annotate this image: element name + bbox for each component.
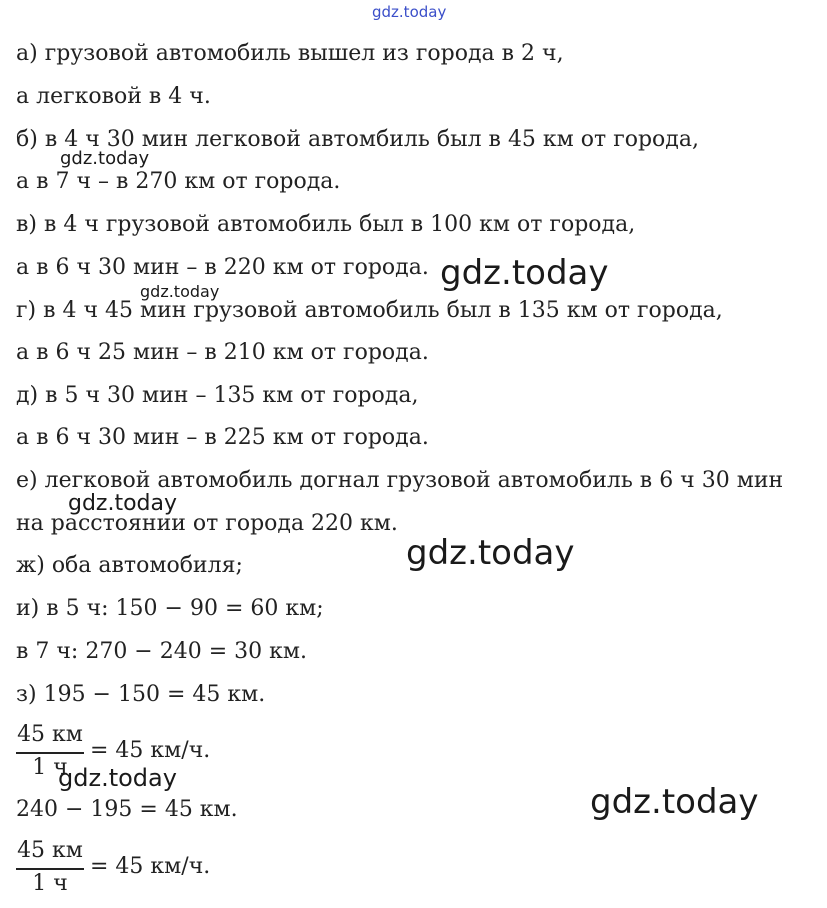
answer-line-b2: а в 7 ч – в 270 км от города. — [16, 169, 341, 194]
watermark-large-1: gdz.today — [440, 253, 609, 293]
answer-line-b1: б) в 4 ч 30 мин легковой автомбиль был в 45 км от города, — [16, 127, 699, 152]
answer-line-diff: 240 − 195 = 45 км. — [16, 797, 238, 822]
fraction-bar — [16, 868, 84, 870]
answer-line-i2: в 7 ч: 270 − 240 = 30 км. — [16, 639, 307, 664]
answer-line-g2: а в 6 ч 25 мин – в 210 км от города. — [16, 340, 429, 365]
answer-line-zh: ж) оба автомобиля; — [16, 553, 243, 578]
answer-line-v2: а в 6 ч 30 мин – в 220 км от города. — [16, 255, 429, 280]
watermark-top: gdz.today — [372, 3, 447, 21]
fraction-result: = 45 км/ч. — [90, 738, 211, 763]
watermark-medium-2: gdz.today — [58, 764, 177, 792]
answer-line-a2: а легковой в 4 ч. — [16, 84, 211, 109]
answer-line-i1: и) в 5 ч: 150 − 90 = 60 км; — [16, 596, 324, 621]
answer-line-e2: на расстоянии от города 220 км. — [16, 511, 398, 536]
answer-line-d2: а в 6 ч 30 мин – в 225 км от города. — [16, 425, 429, 450]
watermark-large-3: gdz.today — [590, 782, 759, 822]
answer-line-e1: е) легковой автомобиль догнал грузовой автомобиль в 6 ч 30 мин — [16, 468, 784, 493]
fraction-result: = 45 км/ч. — [90, 854, 211, 879]
fraction-numerator: 45 км — [17, 722, 83, 747]
answer-line-v1: в) в 4 ч грузовой автомобиль был в 100 км от города, — [16, 212, 636, 237]
answer-line-a1: а) грузовой автомобиль вышел из города в 2 ч, — [16, 41, 564, 66]
answer-line-d1: д) в 5 ч 30 мин – 135 км от города, — [16, 383, 419, 408]
answer-line-g1: г) в 4 ч 45 мин грузовой автомобиль был в 135 км от города, — [16, 298, 723, 323]
watermark-small-1: gdz.today — [60, 148, 150, 169]
watermark-small-2: gdz.today — [140, 282, 220, 301]
watermark-medium-1: gdz.today — [68, 491, 178, 516]
watermark-large-2: gdz.today — [406, 533, 575, 573]
fraction-numerator: 45 км — [17, 838, 83, 863]
fraction-denominator: 1 ч — [32, 871, 68, 896]
fraction-denominator: 1 ч — [32, 755, 68, 780]
answer-line-z: з) 195 − 150 = 45 км. — [16, 682, 266, 707]
fraction-bar — [16, 752, 84, 754]
